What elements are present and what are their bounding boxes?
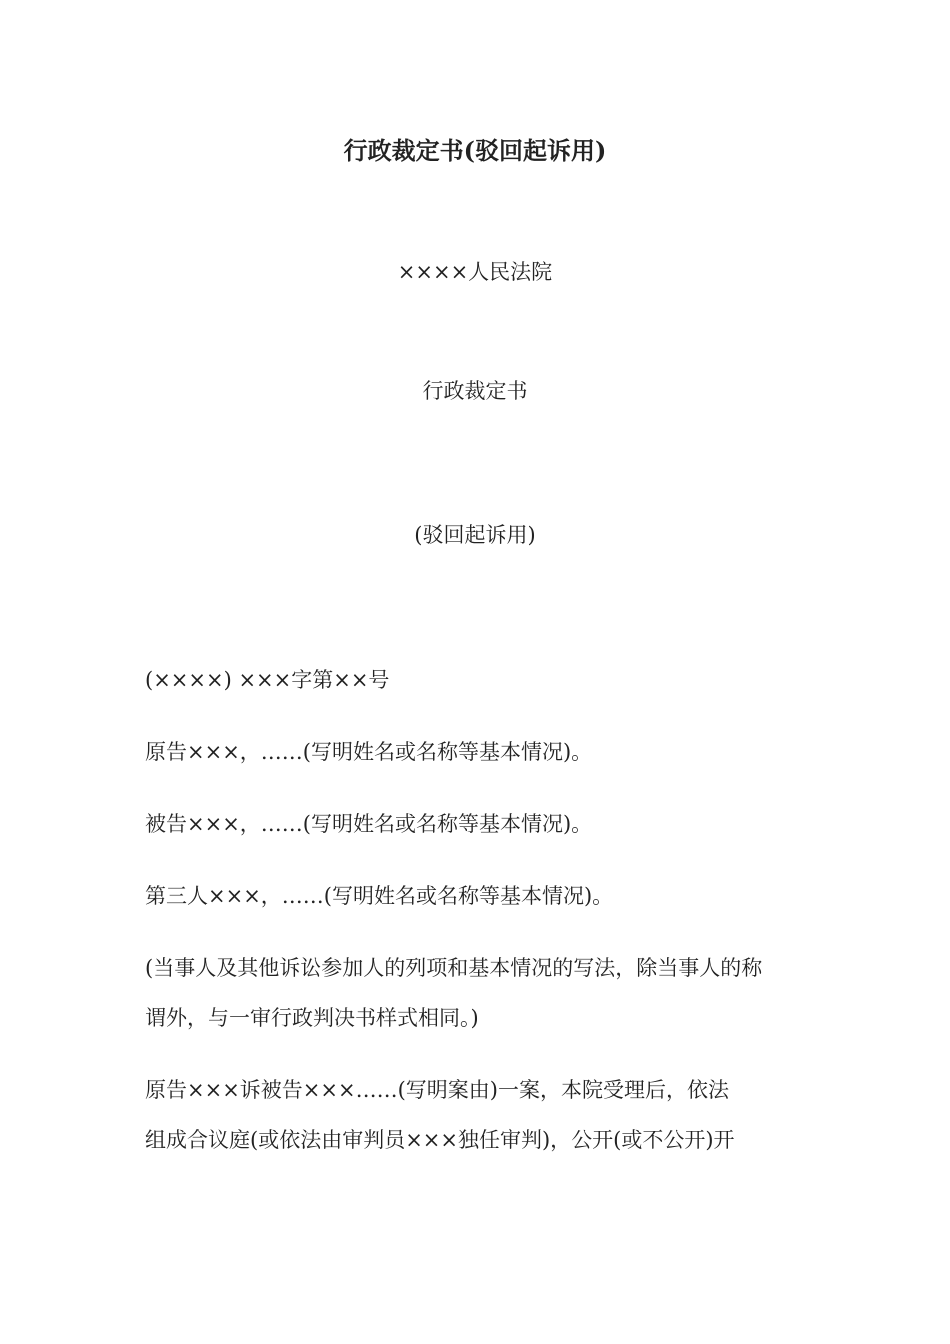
plaintiff-paragraph: 原告×××，……(写明姓名或名称等基本情况)。 — [145, 740, 593, 764]
note-paragraph-line: (当事人及其他诉讼参加人的列项和基本情况的写法，除当事人的称 — [145, 956, 763, 980]
court-name: ××××人民法院 — [397, 260, 553, 284]
document-subtype-heading: (驳回起诉用) — [414, 523, 536, 547]
body-paragraph-line: 原告×××诉被告×××……(写明案由)一案，本院受理后，依法 — [145, 1078, 729, 1102]
third-party-paragraph: 第三人×××，……(写明姓名或名称等基本情况)。 — [145, 884, 614, 908]
case-number: (××××) ×××字第××号 — [145, 668, 390, 692]
body-paragraph-line: 组成合议庭(或依法由审判员×××独任审判)，公开(或不公开)开 — [145, 1128, 735, 1152]
defendant-paragraph: 被告×××，……(写明姓名或名称等基本情况)。 — [145, 812, 593, 836]
document-type-heading: 行政裁定书 — [422, 379, 528, 403]
note-paragraph-line: 谓外，与一审行政判决书样式相同。) — [145, 1006, 479, 1030]
document-title: 行政裁定书(驳回起诉用) — [343, 136, 607, 165]
